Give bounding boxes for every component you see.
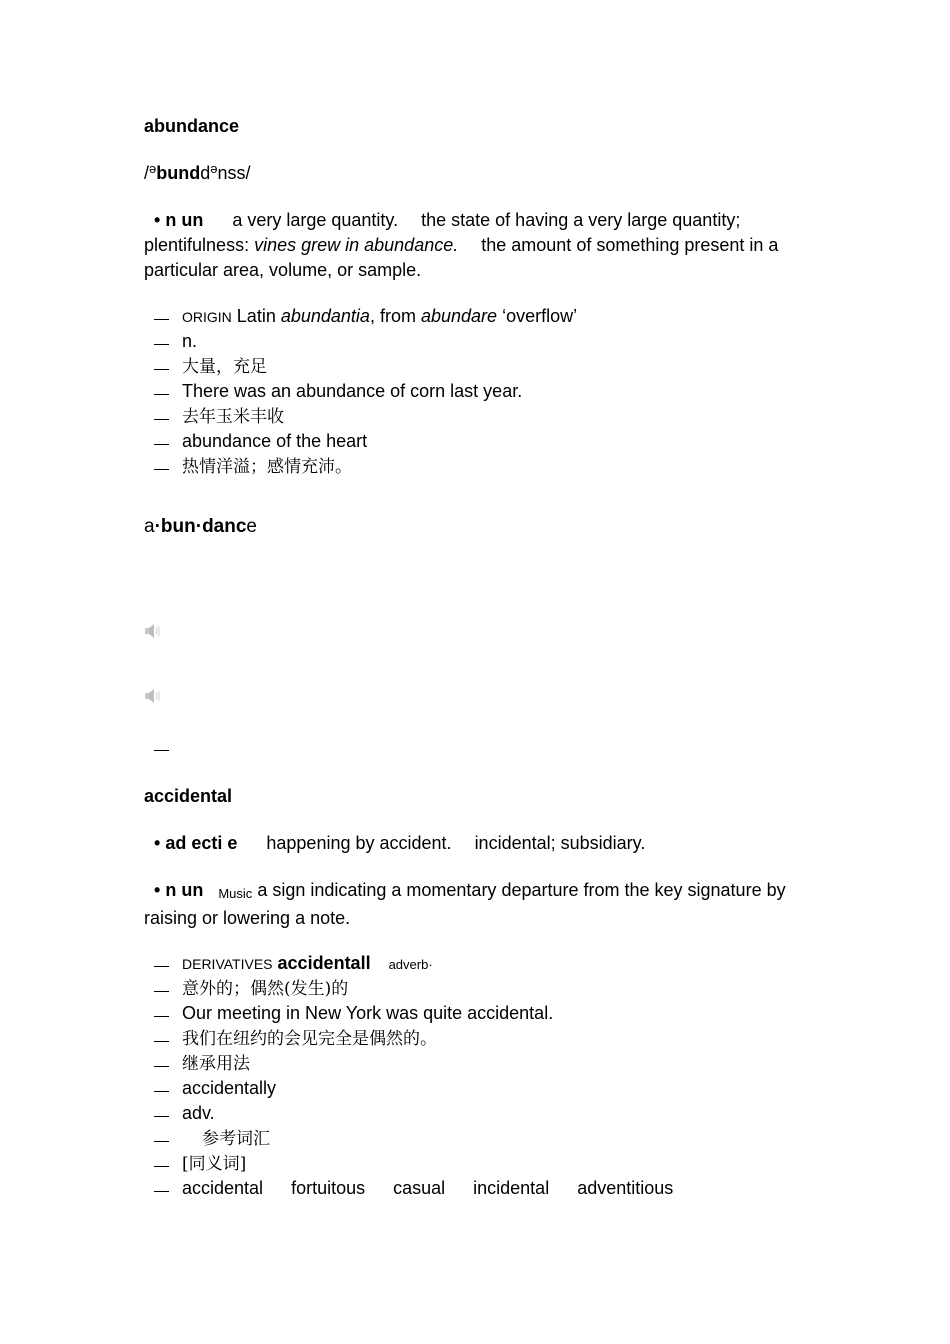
list-item (144, 354, 804, 379)
speaker-icon[interactable] (144, 622, 162, 640)
dash-marker (154, 1066, 169, 1067)
syllable-dot: · (195, 516, 203, 537)
dash-marker (154, 319, 169, 320)
syllable: bun (160, 516, 196, 537)
derivatives-label: DERIVATIVES (182, 956, 273, 972)
list-item (144, 1076, 804, 1101)
pron-rest: nss/ (217, 163, 251, 183)
list-accidental (144, 951, 804, 1201)
dash-marker (154, 1091, 169, 1092)
part-of-speech: ad ecti e (165, 833, 238, 853)
dash-marker (154, 1166, 169, 1167)
bullet: • (154, 833, 161, 853)
list-item (144, 1001, 804, 1026)
syllable: a (144, 516, 155, 537)
dash-marker (154, 991, 169, 992)
list-text: 我们在纽约的会见完全是偶然的。 (182, 1029, 437, 1049)
definition-text: happening by accident. (266, 833, 452, 853)
dash-marker (154, 1041, 169, 1042)
synonym: adventitious (577, 1178, 674, 1198)
list-text: 大量，充足 (182, 357, 267, 377)
syllable-dot: · (154, 516, 161, 537)
list-text: 去年玉米丰收 (182, 407, 284, 427)
definition-text: a sign indicating a momentary departure from the key signature by raising or lowering a note. (144, 880, 786, 928)
synonym-list (144, 1176, 804, 1201)
sense-accidental-noun (144, 878, 804, 931)
derivative-pos: adverb· (388, 957, 433, 972)
dash-marker (154, 344, 169, 345)
list-text: [同义词] (182, 1154, 247, 1174)
list-item (144, 1026, 804, 1051)
list-item (144, 1126, 804, 1151)
list-text: 继承用法 (182, 1054, 250, 1074)
headword-abundance: abundance (144, 116, 240, 136)
list-item (144, 404, 804, 429)
list-text: 参考词汇 (202, 1129, 270, 1149)
bullet: • (154, 210, 161, 230)
list-item (144, 1151, 804, 1176)
definition-text: the amount of something present in a particular area, volume, or sample. (144, 235, 779, 280)
list-item (144, 454, 804, 479)
dash-marker (154, 469, 169, 470)
definition-text: incidental; subsidiary. (474, 833, 646, 853)
syllable: e (246, 516, 257, 537)
list-item (144, 429, 804, 454)
list-item (144, 951, 804, 976)
list-item (144, 329, 804, 354)
origin-label: ORIGIN (182, 309, 232, 325)
example-text: vines grew in abundance. (254, 235, 459, 255)
list-abundance (144, 304, 804, 479)
definition-text: the state of having a very large quantity; plentifulness: (144, 210, 741, 255)
syllable: danc (202, 516, 247, 537)
subject-label: Music (218, 886, 253, 901)
pronunciation: /$^ə$bundd$^ə$nss/ (144, 161, 251, 183)
origin-word: abundare (420, 306, 498, 326)
pron-stress: bund (156, 163, 201, 183)
dash-marker (154, 1191, 169, 1192)
dash-marker (154, 394, 169, 395)
list-text: accidentally (182, 1078, 277, 1098)
dash-marker (154, 369, 169, 370)
synonym: accidental (182, 1178, 264, 1198)
part-of-speech: n un (165, 210, 204, 230)
dash-marker (154, 750, 169, 751)
bullet: • (154, 880, 161, 900)
dash-marker (154, 444, 169, 445)
dash-marker (154, 1016, 169, 1017)
dash-marker (154, 1141, 169, 1142)
list-text: abundance of the heart (182, 431, 368, 451)
synonym: fortuitous (291, 1178, 366, 1198)
list-item (144, 1101, 804, 1126)
pron-schwa: ə (210, 161, 218, 176)
origin-lang: Latin (236, 306, 276, 326)
part-of-speech: n un (165, 880, 204, 900)
list-text: adv. (182, 1103, 215, 1123)
speaker-icon[interactable] (144, 687, 162, 705)
list-text: Our meeting in New York was quite accidental. (182, 1003, 554, 1023)
pron-slash: / (144, 163, 150, 183)
synonym: incidental (473, 1178, 550, 1198)
pron-schwa: ə (149, 161, 157, 176)
origin-sep: , from (369, 306, 416, 326)
sense-accidental-adjective (144, 831, 804, 856)
list-text: 意外的；偶然(发生)的 (182, 979, 349, 999)
syllabification (144, 514, 257, 539)
sense-abundance-noun (144, 208, 804, 283)
speaker-icon-graphic (144, 622, 162, 640)
list-item (144, 1051, 804, 1076)
definition-text: a very large quantity. (232, 210, 399, 230)
origin-word: abundantia (280, 306, 370, 326)
derivative-word: accidentall (277, 953, 371, 973)
dash-marker (154, 966, 169, 967)
list-item (144, 379, 804, 404)
list-text: n. (182, 331, 198, 351)
dash-marker (154, 1116, 169, 1117)
list-text: There was an abundance of corn last year. (182, 381, 523, 401)
origin-gloss: ‘overflow’ (502, 306, 578, 326)
headword-accidental: accidental (144, 786, 233, 806)
dash-marker (154, 419, 169, 420)
list-item (144, 304, 804, 329)
speaker-icon-graphic (144, 687, 162, 705)
list-item (144, 976, 804, 1001)
list-text: 热情洋溢；感情充沛。 (182, 457, 352, 477)
synonym: casual (393, 1178, 446, 1198)
